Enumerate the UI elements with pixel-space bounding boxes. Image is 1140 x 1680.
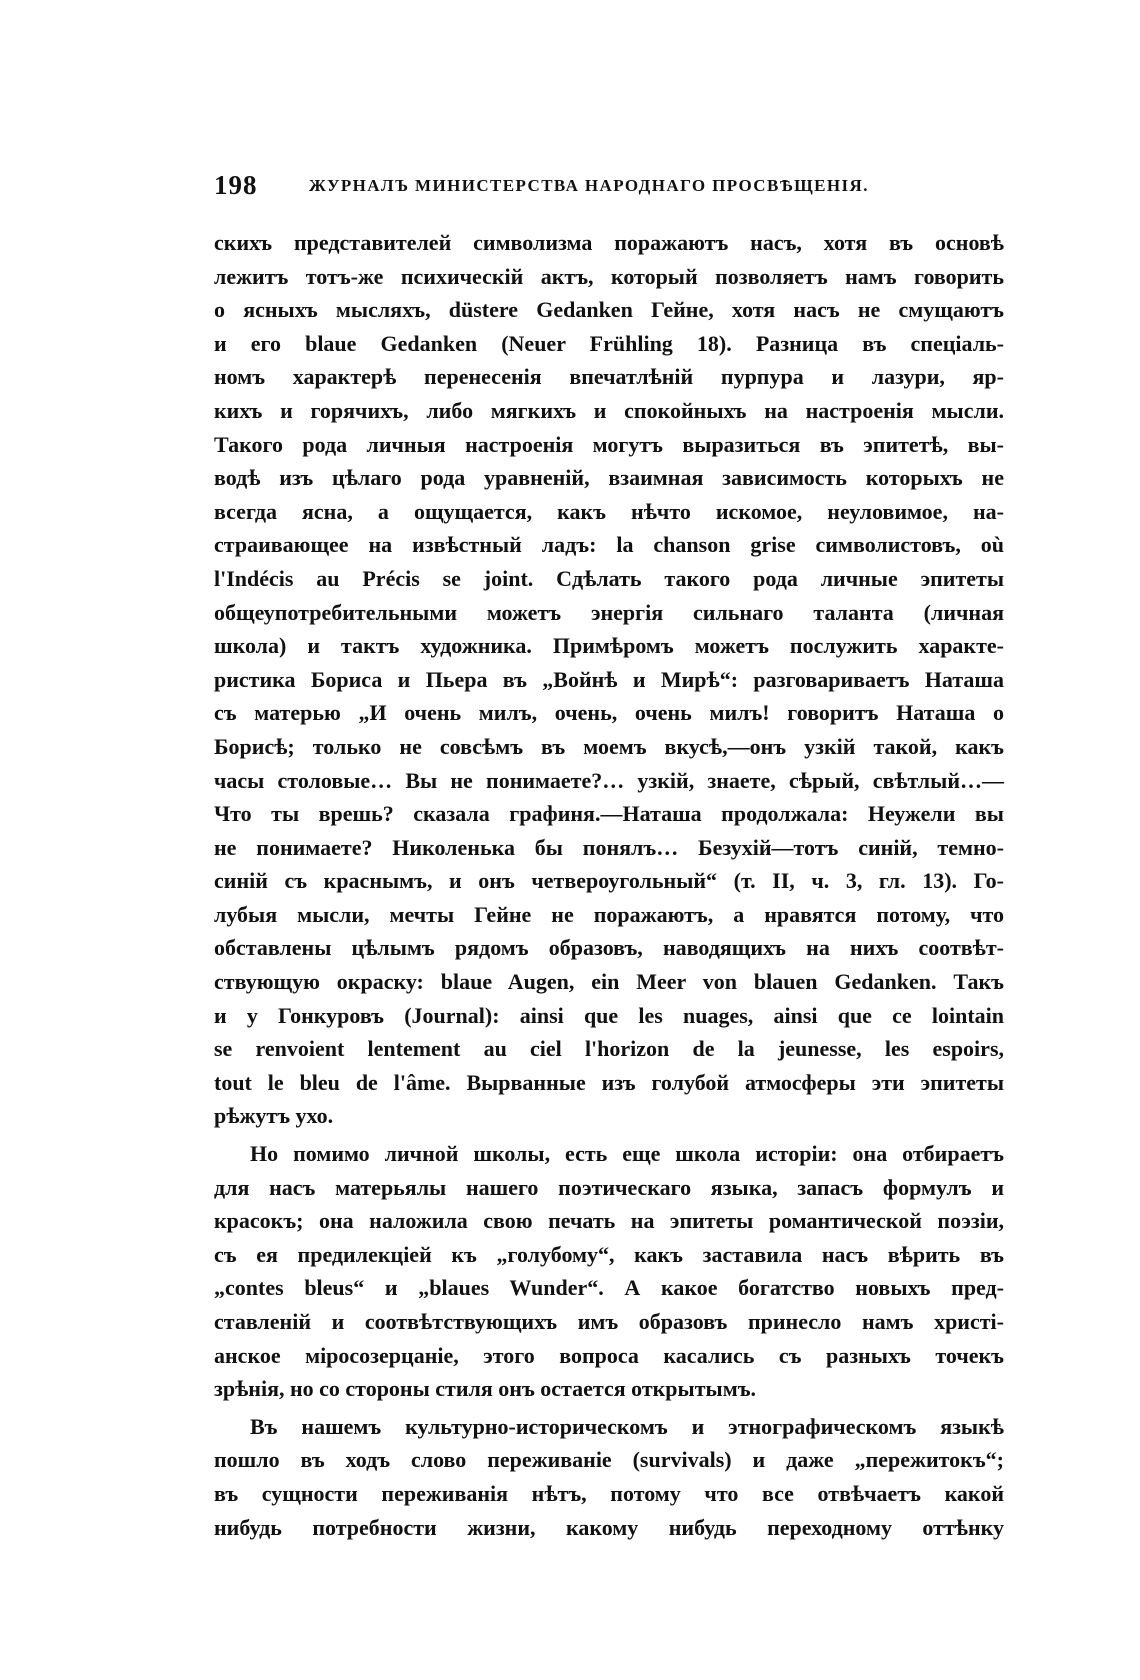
text-line: общеупотребительными можетъ энергія сильнаго таланта (личная	[214, 599, 1004, 625]
text-line: зрѣнія, но со стороны стиля онъ остается открытымъ.	[214, 1376, 757, 1402]
text-line: синій съ краснымъ, и онъ четвероугольный“ (т. II, ч. 3, гл. 13). Го-	[214, 868, 1004, 894]
text-line: въ сущности переживанія нѣтъ, потому что все отвѣчаетъ какой	[214, 1480, 1004, 1506]
text-line: Борисѣ; только не совсѣмъ въ моемъ вкусѣ,—онъ узкій такой, какъ	[214, 733, 1004, 759]
text-line: нибудь потребности жизни, какому нибудь переходному оттѣнку	[214, 1514, 1004, 1540]
text-line: часы столовые… Вы не понимаете?… узкій, знаете, сѣрый, свѣтлый…—	[214, 767, 1004, 793]
text-line: номъ характерѣ перенесенія впечатлѣній пурпура и лазури, яр-	[214, 364, 1004, 390]
text-line: и у Гонкуровъ (Journal): ainsi que les nuages, ainsi que ce lointain	[214, 1002, 1004, 1028]
text-line: „contes bleus“ и „blaues Wunder“. А какое богатство новыхъ пред-	[214, 1275, 1004, 1301]
text-line: Въ нашемъ культурно-историческомъ и этнографическомъ языкѣ	[250, 1413, 1004, 1439]
page-header	[214, 170, 1014, 210]
text-line: Что ты врешь? сказала графиня.—Наташа продолжала: Неужели вы	[214, 801, 1004, 827]
page-number: 198	[214, 170, 258, 200]
text-line: съ матерью „И очень милъ, очень, очень милъ! говоритъ Наташа о	[214, 700, 1004, 726]
text-line: ствующую окраску: blaue Augen, ein Meer von blauen Gedanken. Такъ	[214, 969, 1004, 995]
text-line: Но помимо личной школы, есть еще школа исторіи: она отбираетъ	[250, 1141, 1004, 1167]
text-line: лежитъ тотъ-же психическій актъ, который позволяетъ намъ говорить	[214, 263, 1004, 289]
paragraph	[214, 1137, 1004, 1406]
text-line: ристика Бориса и Пьера въ „Войнѣ и Мирѣ“: разговариваетъ Наташа	[214, 666, 1004, 692]
text-line: tout le bleu de l'âme. Вырванные изъ голубой атмосферы эти эпитеты	[214, 1069, 1004, 1095]
running-head: ЖУРНАЛЪ МИНИСТЕРСТВА НАРОДНАГО ПРОСВѢЩЕНІЯ.	[309, 176, 869, 195]
text-line: и его blaue Gedanken (Neuer Frühling 18). Разница въ спеціаль-	[214, 330, 1004, 356]
text-line: о ясныхъ мысляхъ, düstere Gedanken Гейне, хотя насъ не смущаютъ	[214, 297, 1004, 323]
text-line: рѣжутъ ухо.	[214, 1103, 334, 1129]
text-line: не понимаете? Николенька бы понялъ… Безухій—тотъ синій, темно-	[214, 834, 1004, 860]
text-line: съ ея предилекціей къ „голубому“, какъ заставила насъ вѣрить въ	[214, 1241, 1004, 1267]
paragraph	[214, 1410, 1004, 1544]
paragraph	[214, 226, 1004, 1133]
text-line: обставлены цѣлымъ рядомъ образовъ, наводящихъ на нихъ соотвѣт-	[214, 935, 1004, 961]
text-line: красокъ; она наложила свою печать на эпитеты романтической поэзіи,	[214, 1208, 1004, 1234]
text-line: кихъ и горячихъ, либо мягкихъ и спокойныхъ на настроенія мысли.	[214, 397, 1004, 423]
text-line: скихъ представителей символизма поражаютъ насъ, хотя въ основѣ	[214, 230, 1004, 255]
text-line: пошло въ ходъ слово переживаніе (survivals) и даже „пережитокъ“;	[214, 1447, 1004, 1473]
text-line: для насъ матерьялы нашего поэтическаго языка, запасъ формулъ и	[214, 1174, 1004, 1200]
text-line: водѣ изъ цѣлаго рода уравненій, взаимная зависимость которыхъ не	[214, 465, 1004, 491]
text-line: Такого рода личныя настроенія могутъ выразиться въ эпитетѣ, вы-	[214, 431, 1004, 457]
text-line: страивающее на извѣстный ладъ: la chanson grise символистовъ, où	[214, 532, 1004, 558]
text-line: лубыя мысли, мечты Гейне не поражаютъ, а нравятся потому, что	[214, 901, 1004, 927]
text-line: анское міросозерцаніе, этого вопроса касались съ разныхъ точекъ	[214, 1342, 1004, 1368]
text-line: школа) и тактъ художника. Примѣромъ можетъ послужить характе-	[214, 633, 1004, 659]
text-line: всегда ясна, а ощущается, какъ нѣчто искомое, неуловимое, на-	[214, 498, 1004, 524]
text-line: ставленій и соотвѣтствующихъ имъ образовъ принесло намъ христі-	[214, 1309, 1004, 1334]
text-line: se renvoient lentement au ciel l'horizon de la jeunesse, les espoirs,	[214, 1036, 1004, 1062]
text-line: l'Indécis au Précis se joint. Сдѣлать такого рода личные эпитеты	[214, 565, 1004, 591]
body-text	[214, 226, 1004, 1544]
